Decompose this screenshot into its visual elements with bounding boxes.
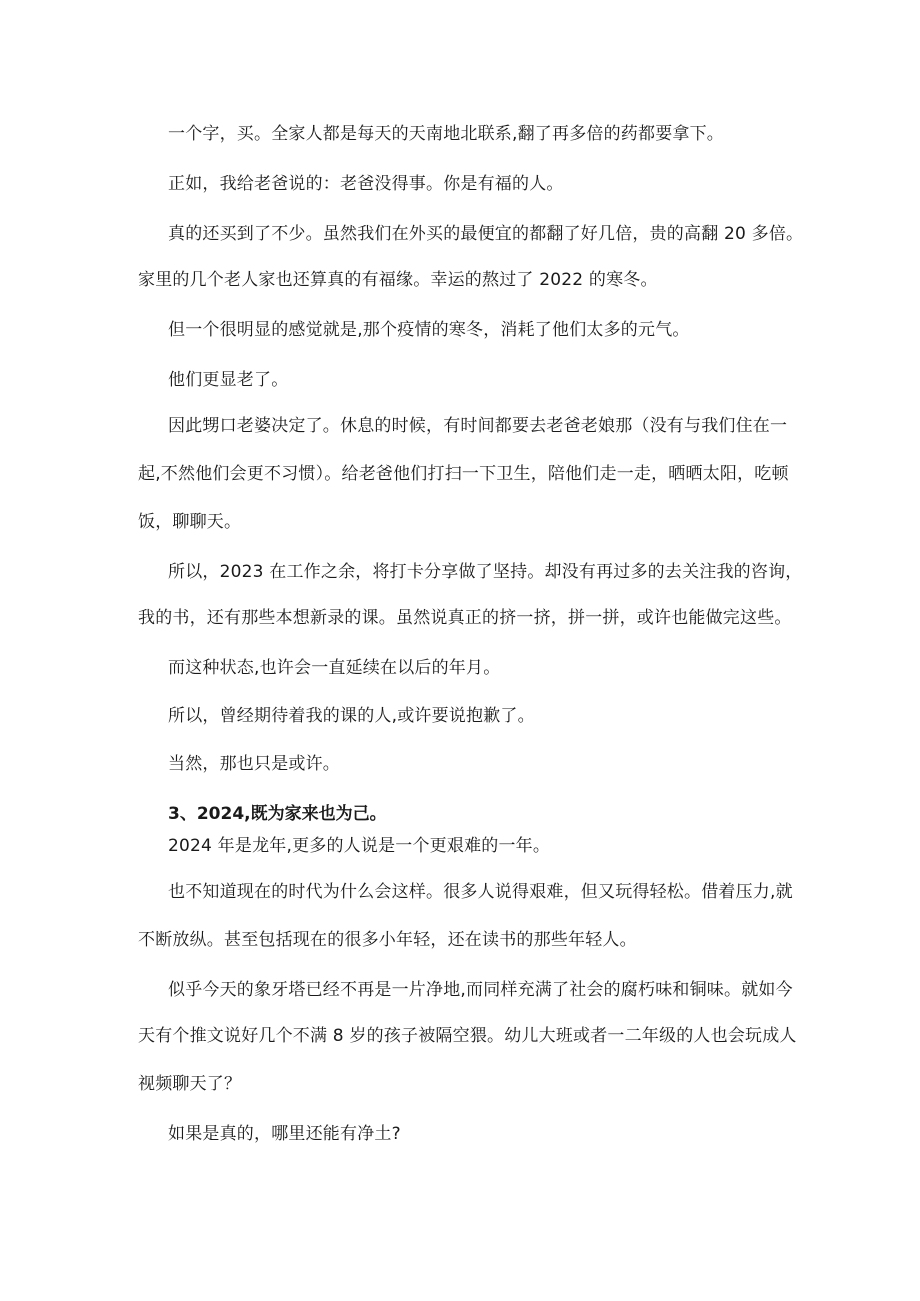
- paragraph-line: 一个字，买。全家人都是每天的天南地北联系,翻了再多倍的药都要拿下。: [168, 124, 725, 144]
- paragraph-line: 似乎今天的象牙塔已经不再是一片净地,而同样充满了社会的腐朽味和铜味。就如今: [168, 980, 793, 1000]
- paragraph-line: 也不知道现在的时代为什么会这样。很多人说得艰难，但又玩得轻松。借着压力,就: [168, 882, 793, 902]
- section-heading: 3、2024,既为家来也为己。: [168, 804, 387, 824]
- paragraph-line: 所以，曾经期待着我的课的人,或许要说抱歉了。: [168, 706, 535, 726]
- paragraph-line: 如果是真的，哪里还能有净土?: [168, 1124, 401, 1144]
- paragraph-line: 2024 年是龙年,更多的人说是一个更艰难的一年。: [168, 836, 551, 856]
- paragraph-line: 正如，我给老爸说的：老爸没得事。你是有福的人。: [168, 174, 564, 194]
- paragraph-line: 我的书，还有那些本想新录的课。虽然说真正的挤一挤，拼一拼，或许也能做完这些。: [138, 608, 792, 628]
- paragraph-line: 不断放纵。甚至包括现在的很多小年轻，还在读书的那些年轻人。: [138, 930, 637, 950]
- paragraph-line: 真的还买到了不少。虽然我们在外买的最便宜的都翻了好几倍，贵的高翻 20 多倍。: [168, 224, 804, 244]
- paragraph-line: 天有个推文说好几个不满 8 岁的孩子被隔空猥。幼儿大班或者一二年级的人也会玩成人: [138, 1026, 797, 1046]
- paragraph-line: 他们更显老了。: [168, 370, 289, 390]
- paragraph-line: 但一个很明显的感觉就是,那个疫情的寒冬，消耗了他们太多的元气。: [168, 320, 690, 340]
- paragraph-line: 因此甥口老婆决定了。休息的时候，有时间都要去老爸老娘那（没有与我们住在一: [168, 416, 788, 436]
- paragraph-line: 所以，2023 在工作之余，将打卡分享做了坚持。却没有再过多的去关注我的咨询，: [168, 562, 803, 582]
- paragraph-line: 家里的几个老人家也还算真的有福缘。幸运的熬过了 2022 的寒冬。: [138, 270, 658, 290]
- paragraph-line: 饭，聊聊天。: [138, 512, 242, 532]
- paragraph-line: 起,不然他们会更不习惯）。给老爸他们打扫一下卫生，陪他们走一走，晒晒太阳，吃顿: [138, 464, 789, 484]
- paragraph-line: 而这种状态,也许会一直延续在以后的年月。: [168, 658, 501, 678]
- paragraph-line: 视频聊天了？: [138, 1074, 242, 1094]
- paragraph-line: 当然，那也只是或许。: [168, 754, 340, 774]
